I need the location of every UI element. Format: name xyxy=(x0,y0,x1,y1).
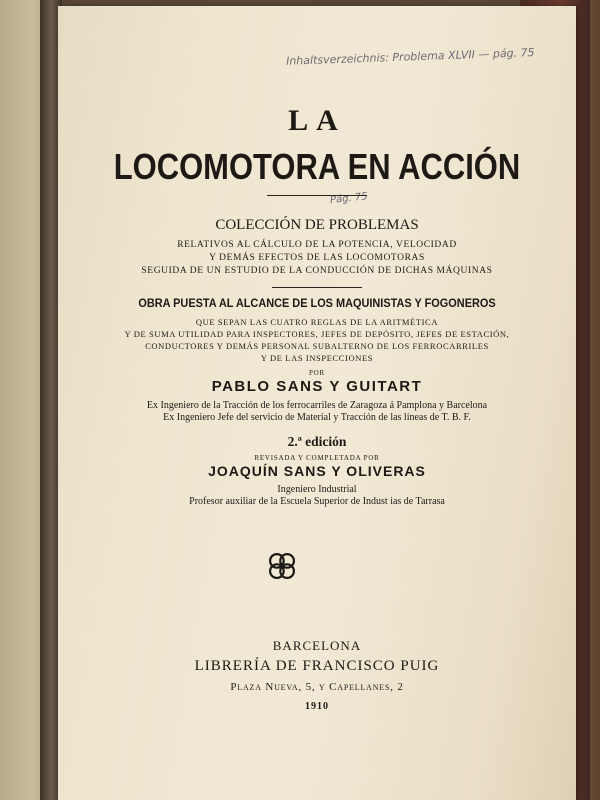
audience-line: Y DE SUMA UTILIDAD PARA INSPECTORES, JEFES DE DEPÓSITO, JEFES DE ESTACIÓN, xyxy=(124,329,510,339)
subtitle-line: SEGUIDA DE UN ESTUDIO DE LA CONDUCCIÓN DE DICHAS MÁQUINAS xyxy=(141,266,493,276)
audience-line: CONDUCTORES Y DEMÁS PERSONAL SUBALTERNO DE LOS FERROCARRILES xyxy=(145,341,489,351)
audience-heading: OBRA PUESTA AL ALCANCE DE LOS MAQUINISTAS Y FOGONEROS xyxy=(138,298,496,310)
coauthor-credential: Profesor auxiliar de la Escuela Superior de Indust ias de Tarrasa xyxy=(189,496,445,507)
edition: 2.ª edición xyxy=(287,434,347,449)
section-rule xyxy=(272,287,362,288)
title-rule xyxy=(267,195,367,196)
knot-ornament-icon xyxy=(265,549,299,583)
coauthor-credential: Ingeniero Industrial xyxy=(277,484,357,495)
imprint-city: BARCELONA xyxy=(272,638,362,653)
book-title: LOCOMOTORA EN ACCIÓN xyxy=(113,146,521,187)
author-name: PABLO SANS Y GUITART xyxy=(211,378,423,395)
imprint-year: 1910 xyxy=(305,701,329,712)
subtitle-line: RELATIVOS AL CÁLCULO DE LA POTENCIA, VELOCIDAD xyxy=(177,240,457,250)
author-credential: Ex Ingeniero Jefe del servicio de Material y Tracción de las líneas de T. B. F. xyxy=(163,412,471,423)
revised-label: REVISADA Y COMPLETADA POR xyxy=(254,454,380,462)
imprint-address: Plaza Nueva, 5, y Capellanes, 2 xyxy=(230,681,404,693)
by-label: POR xyxy=(308,369,326,377)
subtitle-heading: COLECCIÓN DE PROBLEMAS xyxy=(215,217,419,233)
handwritten-note: Inhaltsverzeichnis: Problema XLVII — pág. 75 xyxy=(285,46,535,68)
handwritten-page-mark: Pág. 75 xyxy=(329,191,369,207)
audience-line: Y DE LAS INSPECCIONES xyxy=(260,353,374,363)
audience-line: QUE SEPAN LAS CUATRO REGLAS DE LA ARITMÉTICA xyxy=(195,317,439,327)
coauthor-name: JOAQUÍN SANS Y OLIVERAS xyxy=(208,463,426,479)
imprint-publisher: LIBRERÍA DE FRANCISCO PUIG xyxy=(194,658,440,674)
subtitle-line: Y DEMÁS EFECTOS DE LAS LOCOMOTORAS xyxy=(209,253,425,263)
title-page xyxy=(58,6,576,800)
author-credential: Ex Ingeniero de la Tracción de los ferrocarriles de Zaragoza á Pamplona y Barcelona xyxy=(146,400,488,411)
title-article: LA xyxy=(288,104,346,137)
